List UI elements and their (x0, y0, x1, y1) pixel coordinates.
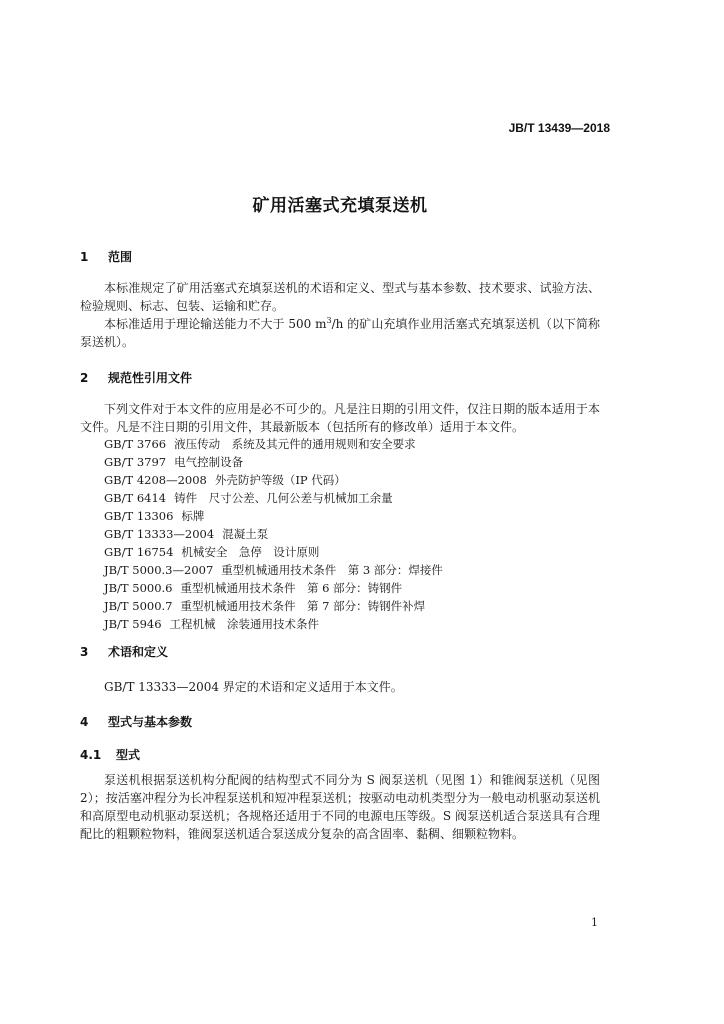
section-3-heading (80, 643, 168, 660)
section-1-heading (80, 248, 132, 265)
reference-item (104, 507, 604, 525)
reference-item (104, 471, 604, 489)
section-title: 型式与基本参数 (108, 715, 193, 729)
para-text: /h 的矿山充填作业用活塞式充填泵送机（以下简称泵送机）。 (80, 317, 600, 349)
para-text: 本标准适用于理论输送能力不大于 500 m (104, 317, 327, 331)
section-number: 2 (80, 371, 89, 385)
reference-item (104, 561, 604, 579)
section-4-1-paragraph: 泵送机根据泵送机构分配阀的结构型式不同分为 S 阀泵送机（见图 1）和锥阀泵送机（见图 2）；按活塞冲程分为长冲程泵送机和短冲程泵送机；按驱动电动机类型分为一般电动机驱动泵送机和高原型电动机驱动泵送机；各规格还适用于不同的电源电压等级。S 阀泵送机适合泵送具有合理配比的粗颗粒物料，锥阀泵送机适合泵送成分复杂的高含固率、黏稠、细颗粒物料。 (80, 773, 600, 841)
reference-code: JB/T 5000.6 (104, 581, 173, 595)
reference-item (104, 525, 604, 543)
reference-code: GB/T 4208—2008 (104, 473, 207, 487)
reference-code: GB/T 13333—2004 (104, 527, 215, 541)
reference-title: 液压传动 系统及其元件的通用规则和安全要求 (174, 437, 416, 451)
section-title: 规范性引用文件 (108, 371, 193, 385)
reference-item (104, 615, 604, 633)
document-title: 矿用活塞式充填泵送机 (252, 196, 428, 216)
section-number: 3 (80, 645, 89, 659)
section-number: 4.1 (80, 748, 102, 762)
reference-code: JB/T 5946 (104, 617, 162, 631)
section-title: 术语和定义 (108, 645, 169, 659)
section-number: 4 (80, 715, 89, 729)
section-1-paragraph-2 (80, 315, 600, 351)
reference-title: 电气控制设备 (174, 455, 244, 469)
section-title: 型式 (116, 748, 141, 762)
section-title: 范围 (108, 250, 133, 264)
reference-title: 混凝土泵 (222, 527, 269, 541)
reference-item (104, 489, 604, 507)
reference-code: GB/T 13306 (104, 509, 174, 523)
section-number: 1 (80, 250, 89, 264)
reference-code: GB/T 3797 (104, 455, 167, 469)
section-2-intro: 下列文件对于本文件的应用是必不可少的。凡是注日期的引用文件，仅注日期的版本适用于本文件。凡是不注日期的引用文件，其最新版本（包括所有的修改单）适用于本文件。 (80, 402, 600, 434)
reference-title: 铸件 尺寸公差、几何公差与机械加工余量 (174, 491, 393, 505)
reference-item (104, 453, 604, 471)
reference-title: 重型机械通用技术条件 第 6 部分：铸钢件 (180, 581, 403, 595)
reference-title: 机械安全 急停 设计原则 (181, 545, 320, 559)
reference-title: 外壳防护等级（IP 代码） (214, 473, 346, 487)
reference-title: 重型机械通用技术条件 第 7 部分：铸钢件补焊 (180, 599, 426, 613)
normative-references-list (104, 435, 604, 633)
section-1-paragraph-1: 本标准规定了矿用活塞式充填泵送机的术语和定义、型式与基本参数、技术要求、试验方法、检验规则、标志、包装、运输和贮存。 (80, 281, 600, 313)
reference-item (104, 435, 604, 453)
reference-code: GB/T 16754 (104, 545, 174, 559)
section-4-1-heading (80, 746, 140, 763)
reference-item (104, 579, 604, 597)
reference-code: GB/T 6414 (104, 491, 167, 505)
reference-item (104, 543, 604, 561)
section-4-heading (80, 713, 192, 730)
reference-title: 标牌 (181, 509, 205, 523)
superscript: 3 (326, 316, 332, 325)
reference-code: GB/T 3766 (104, 437, 167, 451)
reference-item (104, 597, 604, 615)
standard-code: JB/T 13439—2018 (508, 121, 610, 135)
page-number: 1 (591, 916, 598, 929)
reference-code: JB/T 5000.7 (104, 599, 173, 613)
section-3-paragraph: GB/T 13333—2004 界定的术语和定义适用于本文件。 (104, 680, 403, 694)
reference-code: JB/T 5000.3—2007 (104, 563, 214, 577)
reference-title: 重型机械通用技术条件 第 3 部分：焊接件 (221, 563, 443, 577)
reference-title: 工程机械 涂装通用技术条件 (169, 617, 320, 631)
section-2-heading (80, 369, 192, 386)
